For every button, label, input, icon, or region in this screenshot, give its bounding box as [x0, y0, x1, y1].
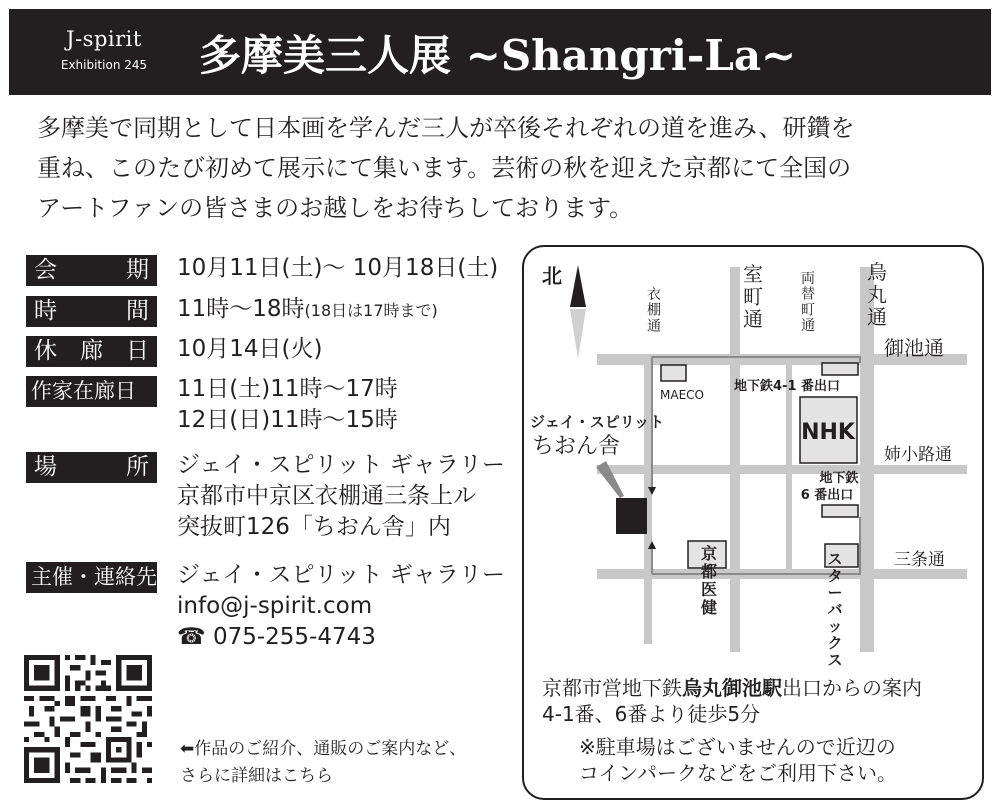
station-name: 烏丸御池駅 — [682, 676, 782, 700]
building-maeco — [661, 365, 686, 381]
exit-6-label-2: 6 番出口 — [800, 488, 854, 503]
street-ryogaemachi: 両替町通 — [801, 271, 815, 335]
street-muromachi: 室町通 — [743, 262, 763, 331]
exit-6-box — [822, 505, 858, 517]
intro-line: 重ね、このたび初めて展示にて集います。芸術の秋を迎えた京都にて全国の — [37, 154, 852, 182]
hours-note: (18日は17時まで) — [304, 301, 438, 320]
phone-line — [177, 622, 505, 653]
street-anekoji: 姉小路通 — [884, 445, 952, 465]
value-closed: 10月14日(火) — [177, 336, 323, 362]
street-sanjo: 三条通 — [894, 550, 945, 570]
starbucks-label: スターバックス — [827, 550, 843, 669]
value-contact: ジェイ・スピリット ギャラリー info@j-spirit.com ☎ 075-255-4743 — [177, 560, 505, 653]
venue-label-1: ジェイ・スピリット — [530, 413, 665, 431]
value-period: 10月11日(土)〜 10月18日(土) — [177, 255, 499, 281]
street-koromonotana: 衣棚通 — [647, 287, 661, 335]
maeco-label: MAECO — [660, 388, 704, 402]
value-venue: ジェイ・スピリット ギャラリー 京都市中京区衣棚通三条上ル 突抜町126「ちおん舎」内 — [177, 452, 505, 540]
value-hours: 11時〜18時(18日は17時まで) — [177, 296, 438, 322]
street-oike: 御池通 — [884, 336, 944, 360]
north-arrow-icon — [570, 265, 586, 359]
brand-block — [29, 27, 179, 72]
map-note: 京都市営地下鉄烏丸御池駅出口からの案内 4-1番、6番より徒歩5分 — [542, 676, 922, 726]
kyoto-ikan-label: 京都医健 — [700, 544, 718, 617]
label-hours: 時 間 — [26, 296, 157, 327]
intro-text — [37, 108, 967, 228]
exit-4-1-label: 地下鉄4-1 番出口 — [734, 379, 841, 394]
intro-line: 多摩美で同期として日本画を学んだ三人が卒後それぞれの道を進み、研鑽を — [37, 114, 855, 142]
north-label: 北 — [542, 264, 562, 288]
label-closed: 休 廊 日 — [26, 336, 157, 367]
phone-icon: ☎ — [177, 624, 206, 650]
brand-name: J-spirit — [66, 27, 142, 51]
exhibition-number: Exhibition 245 — [60, 58, 148, 72]
label-venue: 場 所 — [26, 452, 157, 483]
label-period: 会 期 — [26, 255, 157, 286]
intro-line: アートファンの皆さまのお越しをお待ちしております。 — [37, 194, 634, 222]
parking-note: ※駐車場はございませんので近辺の コインパークなどをご利用下さい。 — [579, 735, 897, 785]
value-artist-days: 11日(土)11時〜17時 12日(日)11時〜15時 — [177, 376, 398, 433]
road-muromachi — [730, 267, 740, 652]
venue-marker — [616, 498, 647, 534]
email-link[interactable]: info@j-spirit.com — [177, 593, 373, 619]
street-karasuma: 烏丸通 — [867, 260, 887, 329]
exhibition-title: 多摩美三人展 ~Shangri-La~ — [199, 31, 797, 80]
qr-note: ⬅作品のご紹介、通販のご案内など、 さらに詳細はこちら — [180, 739, 467, 786]
label-contact: 主催・連絡先 — [26, 562, 157, 593]
venue-label-2: ちおん舎 — [532, 434, 621, 459]
header-banner — [9, 9, 991, 95]
exit-4-1-box — [822, 363, 858, 375]
access-map — [522, 245, 984, 800]
phone-number[interactable]: 075-255-4743 — [212, 624, 376, 650]
nhk-label: NHK — [801, 420, 855, 445]
exit-6-label-1: 地下鉄 — [819, 471, 859, 486]
label-artist-days: 作家在廊日 — [26, 376, 157, 407]
qr-code[interactable] — [24, 655, 152, 783]
